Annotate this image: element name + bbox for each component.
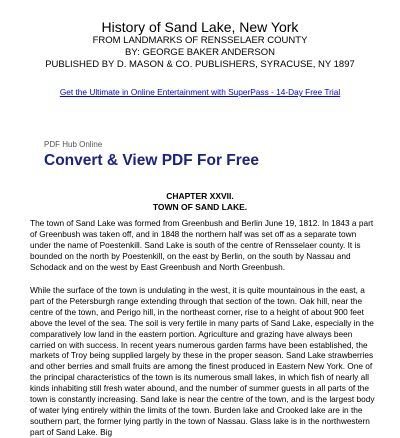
- page: [0, 19, 400, 437]
- document-header: [0, 19, 400, 71]
- chapter-number: CHAPTER XXVII.: [166, 191, 234, 201]
- promo-link[interactable]: Get the Ultimate in Online Entertainment with SuperPass - 14-Day Free Trial: [59, 87, 341, 97]
- paragraph: The town of Sand Lake was formed from Greenbush and Berlin June 19, 1812. In 1843 a part of Greenbush was taken off, and in 1848 the northern half was set off as a separate town under the name of Poestenkill. Sand Lake is south of the centre of Rensselaer county. It is bounded on the north by Poestenkill, on the east by Berlin, on the south by Nassau and Schodack and on the west by East Greenbush and North Greenbush.: [30, 218, 374, 272]
- ad-headline[interactable]: Convert & View PDF For Free: [44, 152, 260, 169]
- paragraph: While the surface of the town is undulating in the west, it is quite mountainous in the east, a part of the Petersburgh range extending through that section of the town. Oak hill, near the centre of the town, and Perigo hill, in the northeast corner, rise to a height of about 900 feet above the level of the sea. The soil is very fertile in many parts of Sand Lake, especially in the comparatively low land in the eastern portion. Agriculture and grazing have always been carried on with success. In recent years numerous garden farms have been established, the markets of Troy being supplied largely by these in the proper season. Sand Lake strawberries and other berries and small fruits are among the finest produced in Eastern New York. One of the principal characteristics of the town is its numerous small lakes, in which fish of nearly all kinds inhabiting still fresh water abound, and the number of summer guests in all parts of the town is constantly increasing. Sand lake is near the centre of the town, and is the largest body of water lying entirely within the limits of the town. Burden lake and Crooked lake are in the southern part, the former lying partly in the town of Nassau. Glass lake is in the northwestern part of Sand Lake. Big: [30, 285, 375, 437]
- page-title: History of Sand Lake, New York: [101, 19, 299, 35]
- chapter-heading: [0, 191, 400, 213]
- ad-banner[interactable]: [30, 133, 280, 179]
- publisher-line: PUBLISHED BY D. MASON & CO. PUBLISHERS, SYRACUSE, NY 1897: [45, 59, 355, 70]
- author-line: BY: GEORGE BAKER ANDERSON: [125, 47, 275, 58]
- chapter-title: TOWN OF SAND LAKE.: [152, 202, 248, 212]
- ad-label: PDF Hub Online: [44, 140, 103, 149]
- source-line: FROM LANDMARKS OF RENSSELAER COUNTY: [92, 35, 308, 46]
